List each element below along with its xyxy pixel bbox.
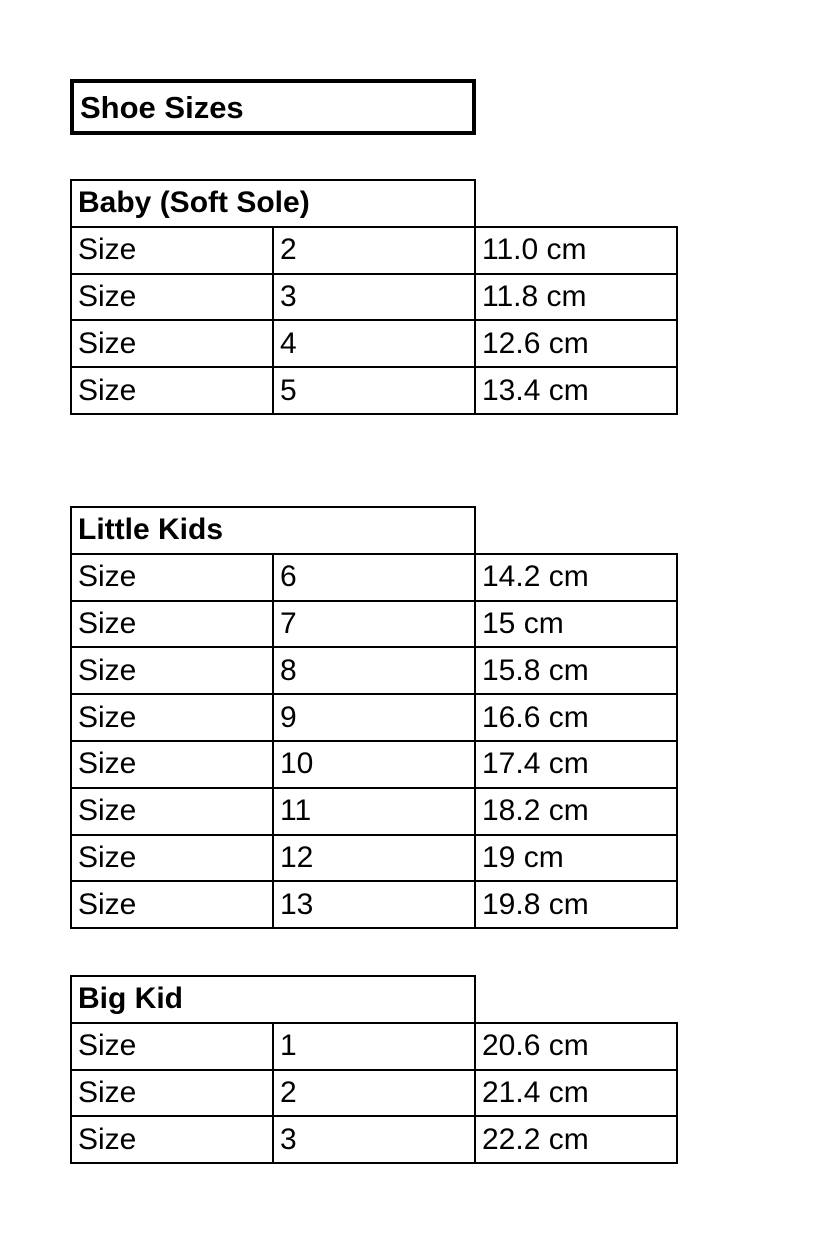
- foot-length-cell: 22.2 cm: [475, 1116, 677, 1163]
- table-row: [71, 1070, 677, 1117]
- size-label-cell: Size: [71, 741, 273, 788]
- foot-length-cell: 17.4 cm: [475, 741, 677, 788]
- table-row: [71, 367, 677, 414]
- table-row: [71, 1116, 677, 1163]
- foot-length-cell: 11.0 cm: [475, 227, 677, 274]
- header-spacer: [475, 976, 677, 1023]
- size-label-cell: Size: [71, 367, 273, 414]
- table-header-row: [71, 976, 677, 1023]
- foot-length-cell: 18.2 cm: [475, 788, 677, 835]
- foot-length-cell: 19 cm: [475, 835, 677, 882]
- size-number-cell: 4: [273, 320, 475, 367]
- header-spacer: [475, 507, 677, 554]
- size-number-cell: 11: [273, 788, 475, 835]
- baby-size-table: [70, 179, 678, 415]
- section-heading: Baby (Soft Sole): [71, 180, 475, 227]
- table-row: [71, 1023, 677, 1070]
- foot-length-cell: 16.6 cm: [475, 694, 677, 741]
- size-label-cell: Size: [71, 1116, 273, 1163]
- page-title-box: [70, 79, 476, 135]
- size-number-cell: 8: [273, 647, 475, 694]
- size-label-cell: Size: [71, 881, 273, 928]
- table-row: [71, 601, 677, 648]
- size-label-cell: Size: [71, 1023, 273, 1070]
- size-number-cell: 6: [273, 554, 475, 601]
- table-row: [71, 694, 677, 741]
- little-kids-size-table: [70, 506, 678, 929]
- size-number-cell: 9: [273, 694, 475, 741]
- foot-length-cell: 19.8 cm: [475, 881, 677, 928]
- size-number-cell: 2: [273, 227, 475, 274]
- size-label-cell: Size: [71, 835, 273, 882]
- section-heading: Little Kids: [71, 507, 475, 554]
- table-row: [71, 227, 677, 274]
- foot-length-cell: 15 cm: [475, 601, 677, 648]
- foot-length-cell: 14.2 cm: [475, 554, 677, 601]
- size-number-cell: 7: [273, 601, 475, 648]
- size-label-cell: Size: [71, 1070, 273, 1117]
- foot-length-cell: 11.8 cm: [475, 274, 677, 321]
- table-row: [71, 647, 677, 694]
- table-row: [71, 554, 677, 601]
- size-label-cell: Size: [71, 227, 273, 274]
- size-label-cell: Size: [71, 694, 273, 741]
- size-number-cell: 1: [273, 1023, 475, 1070]
- page-title: Shoe Sizes: [80, 89, 244, 125]
- foot-length-cell: 20.6 cm: [475, 1023, 677, 1070]
- table-header-row: [71, 180, 677, 227]
- size-label-cell: Size: [71, 554, 273, 601]
- table-row: [71, 835, 677, 882]
- foot-length-cell: 21.4 cm: [475, 1070, 677, 1117]
- size-number-cell: 12: [273, 835, 475, 882]
- size-label-cell: Size: [71, 274, 273, 321]
- table-row: [71, 274, 677, 321]
- size-number-cell: 13: [273, 881, 475, 928]
- size-label-cell: Size: [71, 601, 273, 648]
- size-number-cell: 10: [273, 741, 475, 788]
- table-header-row: [71, 507, 677, 554]
- size-label-cell: Size: [71, 320, 273, 367]
- foot-length-cell: 13.4 cm: [475, 367, 677, 414]
- size-number-cell: 2: [273, 1070, 475, 1117]
- size-number-cell: 3: [273, 274, 475, 321]
- foot-length-cell: 12.6 cm: [475, 320, 677, 367]
- table-row: [71, 320, 677, 367]
- table-row: [71, 741, 677, 788]
- table-row: [71, 881, 677, 928]
- size-number-cell: 3: [273, 1116, 475, 1163]
- foot-length-cell: 15.8 cm: [475, 647, 677, 694]
- table-row: [71, 788, 677, 835]
- size-label-cell: Size: [71, 647, 273, 694]
- size-label-cell: Size: [71, 788, 273, 835]
- size-number-cell: 5: [273, 367, 475, 414]
- big-kid-size-table: [70, 975, 678, 1164]
- section-heading: Big Kid: [71, 976, 475, 1023]
- header-spacer: [475, 180, 677, 227]
